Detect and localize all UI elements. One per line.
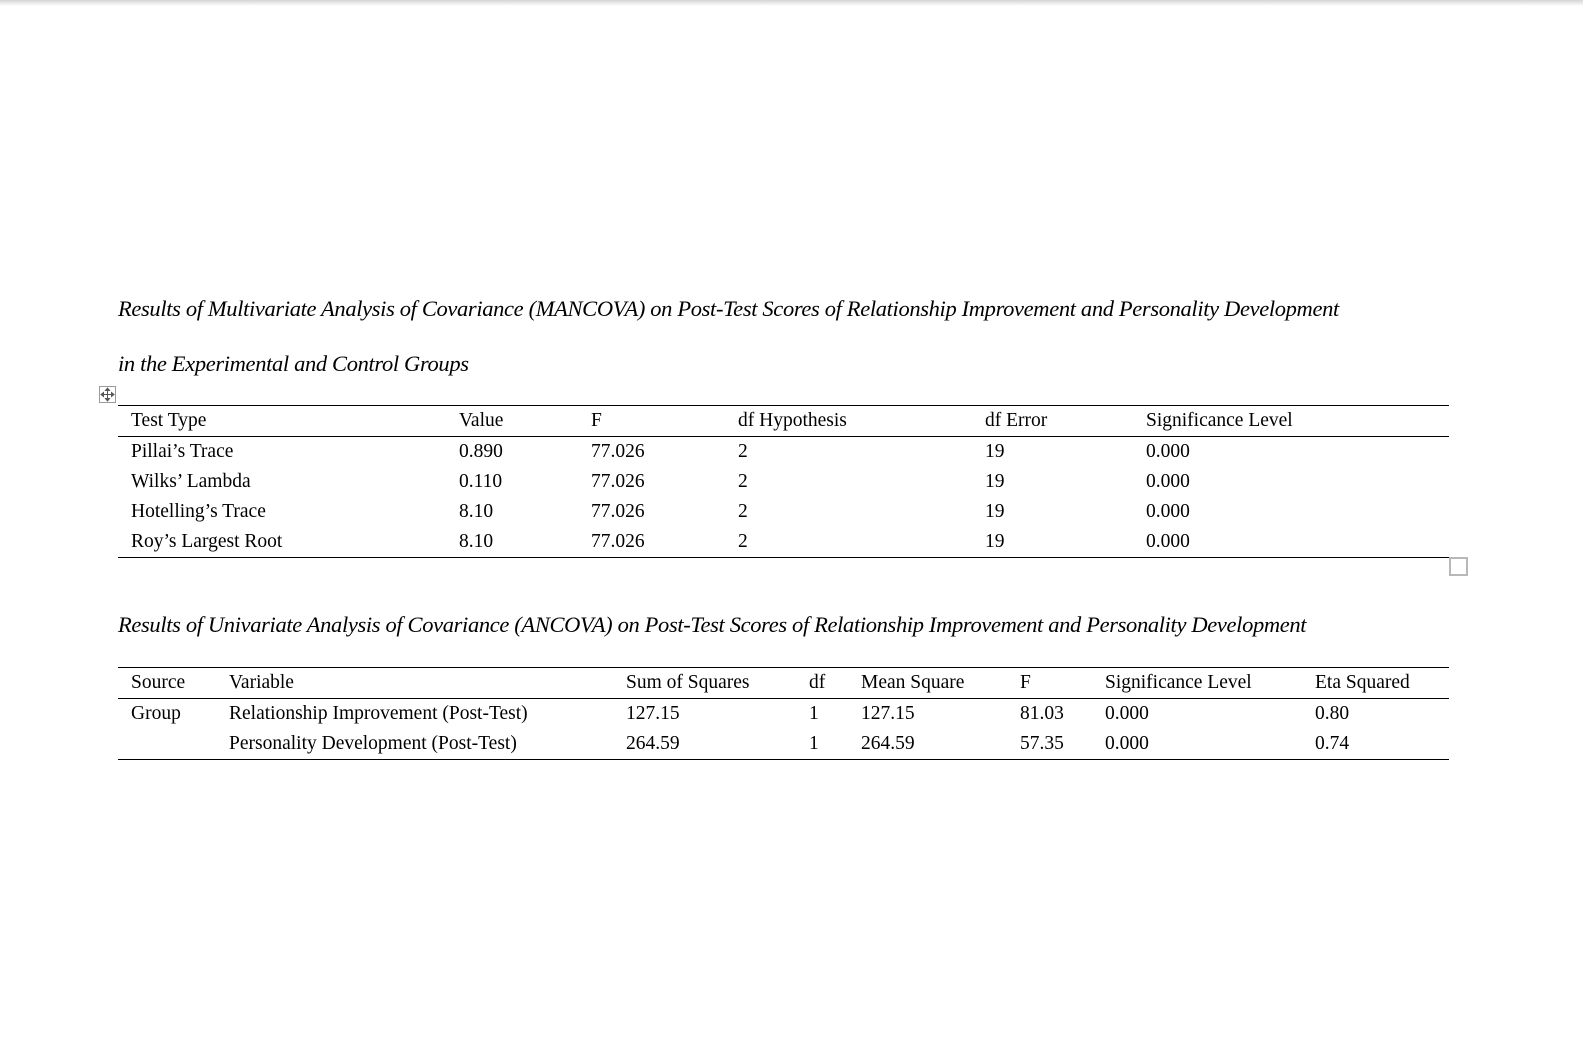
cell-mean-square: 127.15 bbox=[861, 703, 915, 724]
cell-value: 0.110 bbox=[459, 471, 503, 492]
mancova-table bbox=[118, 405, 1449, 558]
cell-eta-squared: 0.74 bbox=[1315, 733, 1350, 754]
header-f: F bbox=[591, 410, 602, 431]
cell-significance: 0.000 bbox=[1146, 441, 1190, 462]
cell-df-error: 19 bbox=[985, 471, 1005, 492]
cell-mean-square: 264.59 bbox=[861, 733, 915, 754]
table-row bbox=[118, 437, 1449, 468]
header-significance-level: Significance Level bbox=[1146, 410, 1293, 431]
cell-value: 8.10 bbox=[459, 501, 494, 522]
cell-df-hypothesis: 2 bbox=[738, 471, 748, 492]
cell-variable: Personality Development (Post-Test) bbox=[229, 733, 517, 754]
cell-variable: Relationship Improvement (Post-Test) bbox=[229, 703, 528, 724]
header-significance-level: Significance Level bbox=[1105, 672, 1252, 693]
cell-source: Group bbox=[131, 703, 181, 724]
ancova-header-row bbox=[118, 668, 1449, 699]
table-move-handle-icon[interactable] bbox=[99, 386, 116, 403]
cell-df-error: 19 bbox=[985, 441, 1005, 462]
table-row bbox=[118, 699, 1449, 730]
table-row bbox=[118, 497, 1449, 527]
cell-f: 57.35 bbox=[1020, 733, 1064, 754]
mancova-caption-line2: in the Experimental and Control Groups bbox=[118, 351, 469, 376]
cell-f: 77.026 bbox=[591, 531, 645, 552]
cell-source bbox=[118, 729, 216, 760]
cell-significance: 0.000 bbox=[1146, 471, 1190, 492]
ancova-table bbox=[118, 667, 1449, 760]
cell-significance: 0.000 bbox=[1105, 733, 1149, 754]
header-eta-squared: Eta Squared bbox=[1315, 672, 1410, 693]
cell-f: 81.03 bbox=[1020, 703, 1064, 724]
cell-df-error: 19 bbox=[985, 501, 1005, 522]
cell-sum-of-squares: 127.15 bbox=[626, 703, 680, 724]
cell-df-hypothesis: 2 bbox=[738, 531, 748, 552]
cell-test-type: Wilks’ Lambda bbox=[131, 471, 251, 492]
ancova-caption: Results of Univariate Analysis of Covariance (ANCOVA) on Post-Test Scores of Relationship Improvement and Personality Development bbox=[118, 612, 1307, 637]
header-df-error: df Error bbox=[985, 410, 1048, 431]
cell-significance: 0.000 bbox=[1105, 703, 1149, 724]
cell-df-error: 19 bbox=[985, 531, 1005, 552]
header-f: F bbox=[1020, 672, 1031, 693]
table-row bbox=[118, 527, 1449, 558]
cell-test-type: Hotelling’s Trace bbox=[131, 501, 266, 522]
cell-test-type: Roy’s Largest Root bbox=[131, 531, 283, 552]
cell-eta-squared: 0.80 bbox=[1315, 703, 1350, 724]
cell-significance: 0.000 bbox=[1146, 501, 1190, 522]
mancova-header-row bbox=[118, 406, 1449, 437]
header-test-type: Test Type bbox=[131, 410, 207, 431]
cell-df: 1 bbox=[809, 703, 819, 724]
cell-df-hypothesis: 2 bbox=[738, 441, 748, 462]
cell-df-hypothesis: 2 bbox=[738, 501, 748, 522]
cell-test-type: Pillai’s Trace bbox=[131, 441, 234, 462]
header-value: Value bbox=[459, 410, 504, 431]
cell-value: 8.10 bbox=[459, 531, 494, 552]
table-row bbox=[118, 729, 1449, 760]
mancova-caption-line1: Results of Multivariate Analysis of Covariance (MANCOVA) on Post-Test Scores of Relationship Improvement and Personality Development bbox=[118, 296, 1339, 321]
cell-f: 77.026 bbox=[591, 441, 645, 462]
header-variable: Variable bbox=[229, 672, 294, 693]
table-resize-handle-icon[interactable] bbox=[1449, 557, 1468, 576]
window-top-edge bbox=[0, 0, 1583, 6]
header-df: df bbox=[809, 672, 826, 693]
table-row bbox=[118, 467, 1449, 497]
header-sum-of-squares: Sum of Squares bbox=[626, 672, 750, 693]
cell-f: 77.026 bbox=[591, 501, 645, 522]
header-source: Source bbox=[131, 672, 186, 693]
cell-value: 0.890 bbox=[459, 441, 503, 462]
cell-significance: 0.000 bbox=[1146, 531, 1190, 552]
header-mean-square: Mean Square bbox=[861, 672, 965, 693]
cell-sum-of-squares: 264.59 bbox=[626, 733, 680, 754]
cell-f: 77.026 bbox=[591, 471, 645, 492]
header-df-hypothesis: df Hypothesis bbox=[738, 410, 847, 431]
cell-df: 1 bbox=[809, 733, 819, 754]
